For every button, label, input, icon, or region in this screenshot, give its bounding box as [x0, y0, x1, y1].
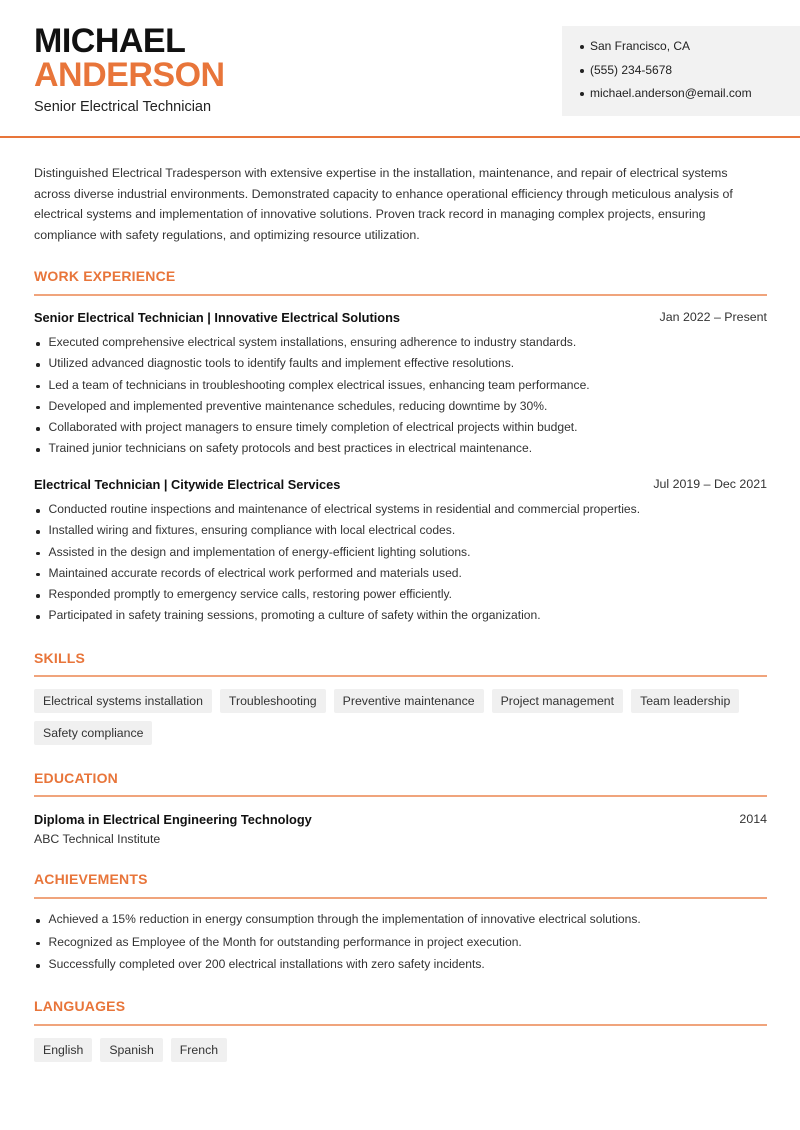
- section-title-experience: WORK EXPERIENCE: [34, 268, 176, 284]
- professional-summary: Distinguished Electrical Tradesperson with extensive expertise in the installation, maintenance, and repair of electrical systems across diverse industrial environments. Demonstrated capacity to enhance operational efficiency through meticulous analysis of electrical systems and implementation of innovative solutions. Proven track record in managing complex projects, ensuring compliance with safety regulations, and optimizing resource utilization.: [34, 166, 733, 242]
- achievements-list: [34, 912, 767, 980]
- list-item: Led a team of technicians in troubleshooting complex electrical issues, enhancing team performance.: [34, 378, 767, 399]
- list-item: Recognized as Employee of the Month for outstanding performance in project execution.: [34, 935, 767, 958]
- section-divider: [34, 897, 767, 899]
- bullet-icon: [580, 69, 584, 73]
- education-degree: Diploma in Electrical Engineering Technology: [34, 812, 312, 827]
- language-chips: [34, 1038, 767, 1062]
- list-item: Assisted in the design and implementation of energy-efficient lighting solutions.: [34, 545, 767, 566]
- language-chip: Spanish: [100, 1038, 162, 1062]
- bullet-icon: [36, 530, 40, 534]
- bullet-icon: [36, 385, 40, 389]
- section-title-achievements: ACHIEVEMENTS: [34, 871, 148, 887]
- bullet-icon: [36, 594, 40, 598]
- bullet-icon: [36, 427, 40, 431]
- bullet-icon: [36, 342, 40, 346]
- skill-chip: Preventive maintenance: [334, 689, 484, 713]
- section-title-skills: SKILLS: [34, 650, 85, 666]
- bullet-icon: [36, 448, 40, 452]
- bullet-icon: [36, 509, 40, 513]
- list-item: Achieved a 15% reduction in energy consumption through the implementation of innovative electrical solutions.: [34, 912, 767, 935]
- education-year: 2014: [739, 812, 767, 826]
- list-item: Trained junior technicians on safety protocols and best practices in electrical maintenance.: [34, 441, 767, 462]
- skill-chip: Team leadership: [631, 689, 739, 713]
- job-role: Senior Electrical Technician: [34, 99, 212, 115]
- list-item: Executed comprehensive electrical system installations, ensuring adherence to industry standards.: [34, 335, 767, 356]
- section-title-education: EDUCATION: [34, 770, 118, 786]
- bullet-icon: [36, 942, 40, 946]
- section-title-languages: LANGUAGES: [34, 998, 126, 1014]
- candidate-name: [34, 24, 225, 92]
- resume-header: [0, 0, 800, 138]
- section-divider: [34, 1024, 767, 1026]
- bullet-icon: [36, 406, 40, 410]
- job-title-1: Senior Electrical Technician | Innovative Electrical Solutions: [34, 310, 401, 325]
- language-chip: French: [171, 1038, 227, 1062]
- skills-chips: [34, 689, 767, 745]
- skill-chip: Electrical systems installation: [34, 689, 212, 713]
- list-item: Collaborated with project managers to ensure timely completion of electrical projects within budget.: [34, 420, 767, 441]
- list-item: Maintained accurate records of electrical work performed and materials used.: [34, 566, 767, 587]
- list-item: Participated in safety training sessions, promoting a culture of safety within the organization.: [34, 608, 767, 629]
- bullet-icon: [580, 92, 584, 96]
- job-bullets-1: [34, 335, 767, 463]
- education-school: ABC Technical Institute: [34, 832, 161, 846]
- list-item: Installed wiring and fixtures, ensuring compliance with local electrical codes.: [34, 523, 767, 544]
- last-name: ANDERSON: [34, 56, 225, 94]
- list-item: Conducted routine inspections and maintenance of electrical systems in residential and commercial properties.: [34, 502, 767, 523]
- contact-phone[interactable]: (555) 234-5678: [580, 62, 800, 86]
- section-divider: [34, 675, 767, 677]
- bullet-icon: [36, 552, 40, 556]
- list-item: Utilized advanced diagnostic tools to identify faults and implement effective resolutions.: [34, 356, 767, 377]
- list-item: Successfully completed over 200 electrical installations with zero safety incidents.: [34, 957, 767, 980]
- contact-location: San Francisco, CA: [580, 38, 800, 62]
- skill-chip: Troubleshooting: [220, 689, 326, 713]
- list-item: Responded promptly to emergency service calls, restoring power efficiently.: [34, 587, 767, 608]
- bullet-icon: [36, 615, 40, 619]
- contact-box: [562, 26, 800, 116]
- job-title-2: Electrical Technician | Citywide Electrical Services: [34, 477, 341, 492]
- language-chip: English: [34, 1038, 92, 1062]
- job-dates-1: Jan 2022 – Present: [659, 310, 767, 324]
- section-divider: [34, 795, 767, 797]
- first-name: MICHAEL: [34, 22, 186, 60]
- section-divider: [34, 294, 767, 296]
- bullet-icon: [36, 573, 40, 577]
- list-item: Developed and implemented preventive maintenance schedules, reducing downtime by 30%.: [34, 399, 767, 420]
- contact-email[interactable]: michael.anderson@email.com: [580, 85, 800, 109]
- skill-chip: Project management: [492, 689, 623, 713]
- bullet-icon: [36, 964, 40, 968]
- skill-chip: Safety compliance: [34, 721, 152, 745]
- job-bullets-2: [34, 502, 767, 630]
- bullet-icon: [580, 45, 584, 49]
- bullet-icon: [36, 919, 40, 923]
- job-dates-2: Jul 2019 – Dec 2021: [653, 477, 767, 491]
- bullet-icon: [36, 363, 40, 367]
